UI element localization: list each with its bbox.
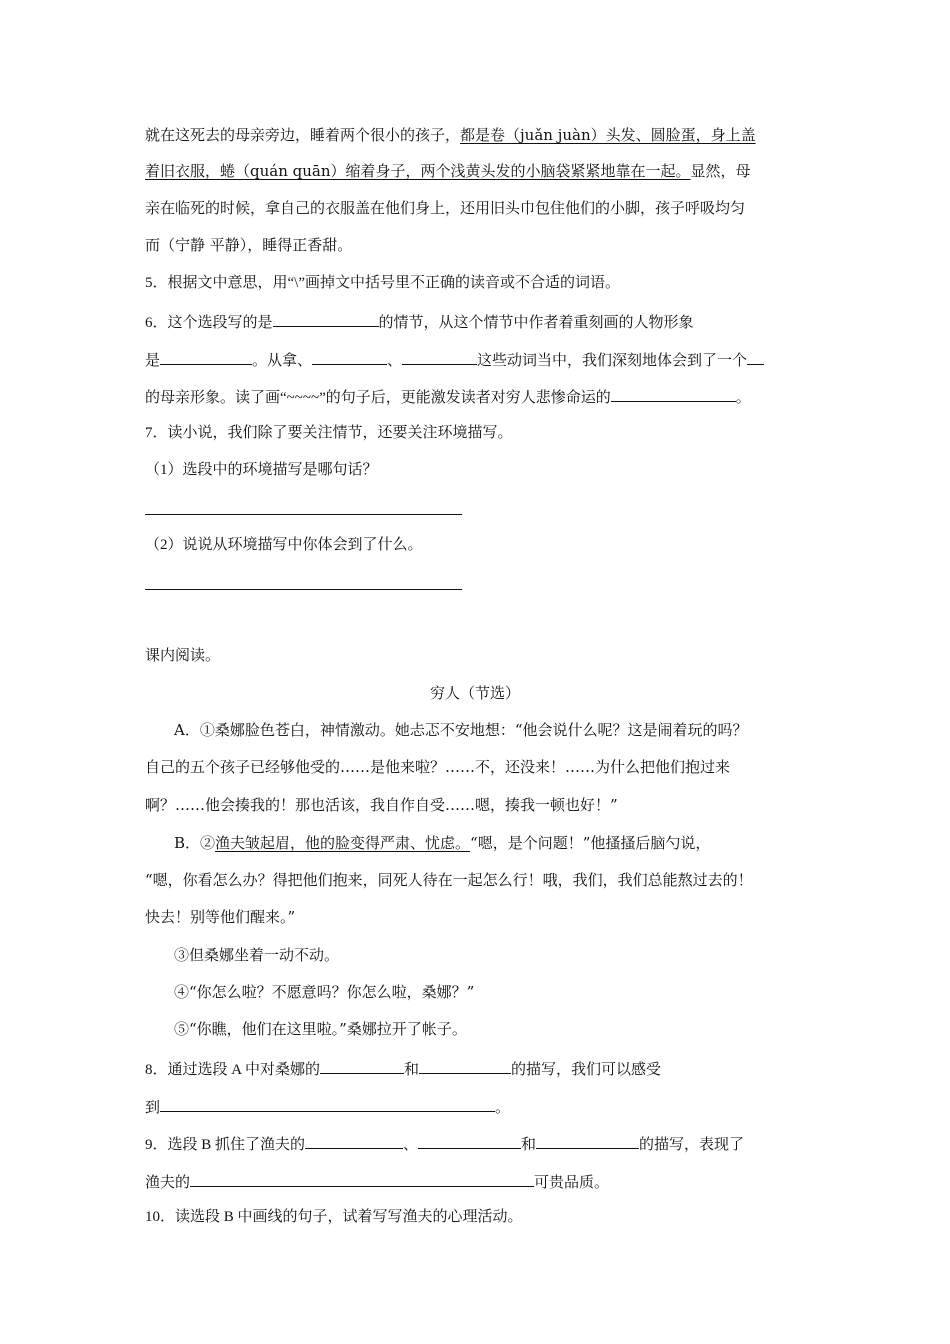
q9-text: 渔夫的 [145, 1175, 191, 1191]
passage1-line-2 [145, 161, 751, 181]
q8-text: 和 [404, 1062, 420, 1078]
passage2-line-b3: 快去！别等他们醒来。” [145, 908, 296, 926]
question-6-line-1 [145, 310, 694, 333]
q9-text: 、 [403, 1137, 419, 1153]
question-7-part-1: （1）选段中的环境描写是哪句话？ [145, 462, 378, 478]
q8-text: 8．通过选段 A 中对桑娜的 [145, 1062, 321, 1078]
question-8-line-1 [145, 1057, 661, 1080]
q9-text: 的描写，表现了 [639, 1137, 745, 1153]
passage1-line-1 [145, 125, 756, 145]
passage2-paragraph-3: ③但桑娜坐着一动不动。 [174, 946, 340, 964]
underlined-text: 都是卷（juǎn juàn）头发、圆脸蛋，身上盖 [460, 126, 756, 144]
answer-blank[interactable] [160, 1095, 495, 1112]
answer-line[interactable] [145, 589, 462, 590]
q9-text: 和 [521, 1137, 537, 1153]
answer-blank[interactable] [536, 1132, 639, 1149]
q8-text: 的描写，我们可以感受 [511, 1062, 662, 1078]
passage2-line-a3: 啊？……他会揍我的！那也活该，我自作自受……嗯，揍我一顿也好！” [145, 796, 618, 814]
q6-text: 的情节，从这个情节中作者着重刻画的人物形象 [378, 315, 694, 331]
passage2-paragraph-4: ④“你怎么啦？不愿意吗？你怎么啦，桑娜？” [174, 983, 475, 1001]
passage-text: 显然，母 [690, 162, 751, 180]
passage1-line-3: 亲在临死的时候，拿自己的衣服盖在他们身上，还用旧头巾包住他们的小脚，孩子呼吸均匀 [145, 199, 746, 217]
answer-blank[interactable] [747, 348, 764, 365]
q6-text: 、 [387, 353, 403, 369]
question-9-line-2 [145, 1170, 609, 1193]
underlined-text: 渔夫皱起眉，他的脸变得严肃、忧虑。 [215, 834, 471, 852]
answer-blank[interactable] [312, 348, 387, 365]
answer-line[interactable] [145, 514, 462, 515]
answer-blank[interactable] [190, 1170, 534, 1187]
passage2-paragraph-5: ⑤“你瞧，他们在这里啦。”桑娜拉开了帐子。 [174, 1020, 467, 1038]
question-7: 7．读小说，我们除了要关注情节，还要关注环境描写。 [145, 425, 513, 441]
answer-blank[interactable] [305, 1132, 403, 1149]
passage2-line-b2: “嗯，你看怎么办？得把他们抱来，同死人待在一起怎么行！哦，我们，我们总能熬过去的！ [145, 871, 753, 889]
q6-text: 的母亲形象。读了画“~~~~”的句子后，更能激发读者对穷人悲惨命运的 [145, 390, 611, 406]
answer-blank[interactable] [273, 310, 379, 327]
q6-text: 。 [735, 390, 751, 406]
passage-text: “嗯，是个问题！”他搔搔后脑勺说， [470, 834, 711, 852]
q6-text: 这些动词当中，我们深刻地体会到了一个 [477, 353, 748, 369]
answer-blank[interactable] [611, 385, 736, 402]
q9-text: 可贵品质。 [534, 1175, 610, 1191]
q6-text: 。从拿、 [252, 353, 313, 369]
question-5: 5．根据文中意思，用“\”画掉文中括号里不正确的读音或不合适的词语。 [145, 275, 620, 291]
answer-blank[interactable] [419, 1057, 511, 1074]
question-7-part-2: （2）说说从环境描写中你体会到了什么。 [145, 537, 423, 553]
passage2-line-b1 [174, 833, 710, 853]
passage2-line-a2: 自己的五个孩子已经够他受的……是他来啦？……不，还没来！……为什么把他们抱过来 [145, 758, 731, 776]
q6-text: 是 [145, 353, 161, 369]
question-10: 10．读选段 B 中画线的句子，试着写写渔夫的心理活动。 [145, 1209, 523, 1225]
answer-blank[interactable] [418, 1132, 521, 1149]
passage-title: 穷人（节选） [429, 684, 520, 702]
underlined-text: 着旧衣服，蜷（quán quān）缩着身子，两个浅黄头发的小脑袋紧紧地靠在一起。 [145, 162, 691, 180]
q9-text: 9．选段 B 抓住了渔夫的 [145, 1137, 306, 1153]
q8-text: 到 [145, 1100, 161, 1116]
passage-text: 就在这死去的母亲旁边，睡着两个很小的孩子， [145, 126, 461, 144]
question-8-line-2 [145, 1095, 510, 1118]
passage1-line-4: 而（宁静 平静），睡得正香甜。 [145, 236, 353, 254]
question-6-line-2 [145, 348, 764, 371]
answer-blank[interactable] [160, 348, 252, 365]
q6-text: 6．这个选段写的是 [145, 315, 273, 331]
passage-text: B．② [174, 834, 216, 852]
passage2-line-a1: A．①桑娜脸色苍白，神情激动。她忐忑不安地想：“他会说什么呢？这是闹着玩的吗？ [174, 721, 748, 739]
question-6-line-3 [145, 385, 751, 408]
question-9-line-1 [145, 1132, 744, 1155]
answer-blank[interactable] [402, 348, 477, 365]
section-label: 课内阅读。 [145, 648, 221, 664]
q8-text: 。 [495, 1100, 511, 1116]
answer-blank[interactable] [320, 1057, 404, 1074]
